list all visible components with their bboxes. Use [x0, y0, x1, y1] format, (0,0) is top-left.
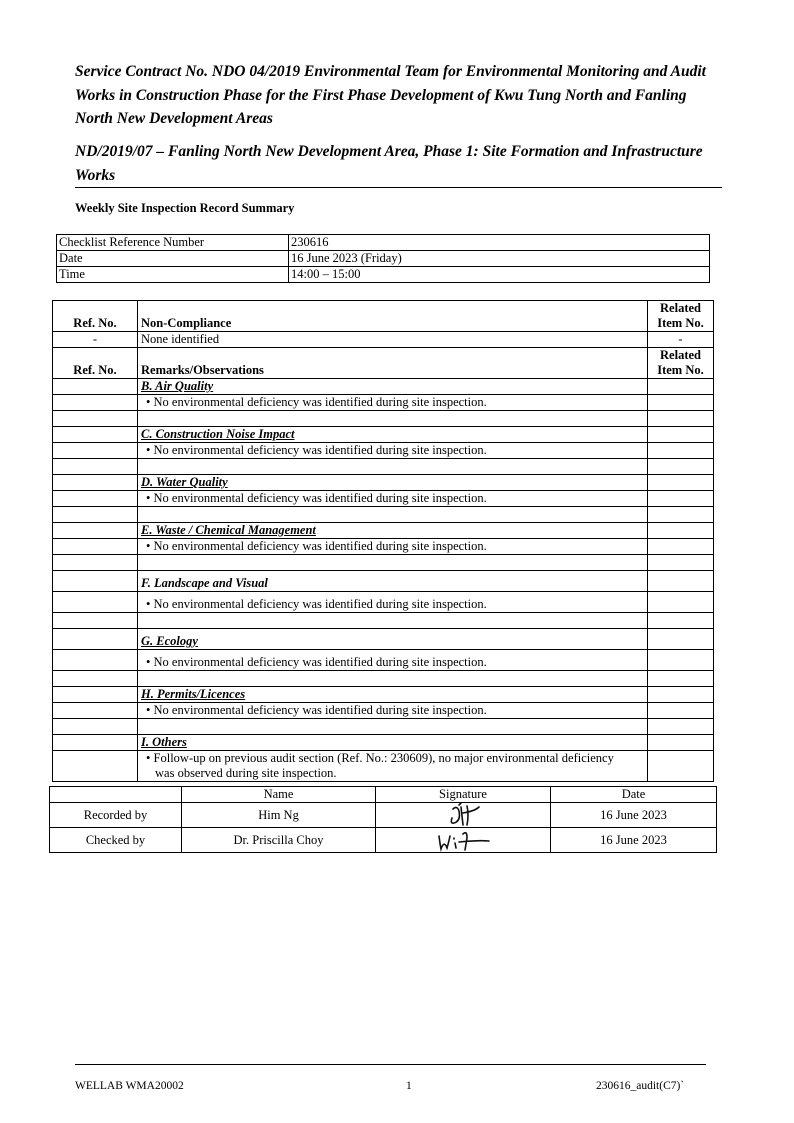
table-row: [53, 735, 714, 751]
related-item-header: Related Item No.: [648, 301, 714, 332]
related-item-cell: -: [648, 332, 714, 348]
info-label: Checklist Reference Number: [57, 235, 289, 251]
page-number: 1: [406, 1080, 412, 1092]
table-row: [53, 703, 714, 719]
spacer-row: [53, 411, 714, 427]
signature-cell: [376, 828, 551, 853]
ref-no-cell: -: [53, 332, 138, 348]
info-value: 230616: [289, 235, 710, 251]
spacer-row: [53, 719, 714, 735]
observation-text: • No environmental deficiency was identified during site inspection.: [138, 650, 648, 671]
table-row: [57, 251, 710, 267]
table-row: [53, 687, 714, 703]
handwritten-signature-icon: [423, 803, 503, 827]
observation-text: • No environmental deficiency was identified during site inspection.: [138, 539, 648, 555]
contract-title: Service Contract No. NDO 04/2019 Environmental Team for Environmental Monitoring and Audit Works in Construction Phase for the First Phase Development of Kwu Tung North and Fanling North New Development Areas: [75, 63, 706, 127]
observation-text: • No environmental deficiency was identified during site inspection.: [138, 592, 648, 613]
table-row: [53, 539, 714, 555]
footer-right: 230616_audit(C7)`: [596, 1080, 685, 1092]
remarks-header: Remarks/Observations: [138, 348, 648, 379]
info-value: 14:00 – 15:00: [289, 267, 710, 283]
table-header-row: [53, 301, 714, 332]
spacer-row: [53, 555, 714, 571]
table-row: [53, 427, 714, 443]
section-title-noise: C. Construction Noise Impact: [138, 427, 648, 443]
spacer-row: [53, 671, 714, 687]
section-title-air-quality: B. Air Quality: [138, 379, 648, 395]
noncompliance-header: Non-Compliance: [138, 301, 648, 332]
table-row: [53, 443, 714, 459]
table-header-row: [53, 348, 714, 379]
name-header: Name: [182, 787, 376, 803]
name-cell: Dr. Priscilla Choy: [182, 828, 376, 853]
section-title-permits: H. Permits/Licences: [138, 687, 648, 703]
signature-header: Signature: [376, 787, 551, 803]
table-row: [53, 475, 714, 491]
table-row: [53, 571, 714, 592]
table-row: [53, 395, 714, 411]
name-cell: Him Ng: [182, 803, 376, 828]
observation-text: • No environmental deficiency was identified during site inspection.: [138, 395, 648, 411]
role-cell: Checked by: [50, 828, 182, 853]
observations-table: [52, 300, 714, 782]
table-row: [50, 803, 717, 828]
footer-left: WELLAB WMA20002: [75, 1080, 184, 1092]
section-title-ecology: G. Ecology: [138, 629, 648, 650]
record-title: Weekly Site Inspection Record Summary: [75, 201, 295, 215]
header-divider: [75, 187, 722, 188]
ref-no-header: Ref. No.: [53, 301, 138, 332]
section-title-others: I. Others: [138, 735, 648, 751]
table-row: [53, 491, 714, 507]
inspection-info-table: [56, 234, 710, 283]
table-row: [53, 650, 714, 671]
ref-no-header: Ref. No.: [53, 348, 138, 379]
table-row: [53, 332, 714, 348]
observation-text: • No environmental deficiency was identified during site inspection.: [138, 491, 648, 507]
date-cell: 16 June 2023: [551, 828, 717, 853]
spacer-row: [53, 507, 714, 523]
table-row: [57, 267, 710, 283]
section-title-landscape: F. Landscape and Visual: [138, 571, 648, 592]
date-header: Date: [551, 787, 717, 803]
observation-text: • No environmental deficiency was identified during site inspection.: [138, 703, 648, 719]
table-row: [53, 592, 714, 613]
info-value: 16 June 2023 (Friday): [289, 251, 710, 267]
table-row: [53, 751, 714, 782]
section-title-waste: E. Waste / Chemical Management: [138, 523, 648, 539]
signature-cell: [376, 803, 551, 828]
observation-text: • Follow-up on previous audit section (Ref. No.: 230609), no major environmental deficiency was observed during site inspection.: [138, 751, 648, 782]
observation-text: • No environmental deficiency was identified during site inspection.: [138, 443, 648, 459]
table-row: [53, 379, 714, 395]
role-cell: Recorded by: [50, 803, 182, 828]
noncompliance-cell: None identified: [138, 332, 648, 348]
info-label: Time: [57, 267, 289, 283]
signoff-table: [49, 786, 717, 853]
spacer-row: [53, 459, 714, 475]
table-row: [53, 629, 714, 650]
info-label: Date: [57, 251, 289, 267]
related-item-header: Related Item No.: [648, 348, 714, 379]
section-title-water-quality: D. Water Quality: [138, 475, 648, 491]
table-row: [53, 523, 714, 539]
footer-divider: [75, 1064, 706, 1065]
date-cell: 16 June 2023: [551, 803, 717, 828]
table-row: [57, 235, 710, 251]
handwritten-signature-icon: [423, 828, 503, 852]
table-row: [50, 828, 717, 853]
table-header-row: [50, 787, 717, 803]
spacer-row: [53, 613, 714, 629]
project-subtitle: ND/2019/07 – Fanling North New Development Area, Phase 1: Site Formation and Infrastructure Works: [75, 143, 703, 184]
